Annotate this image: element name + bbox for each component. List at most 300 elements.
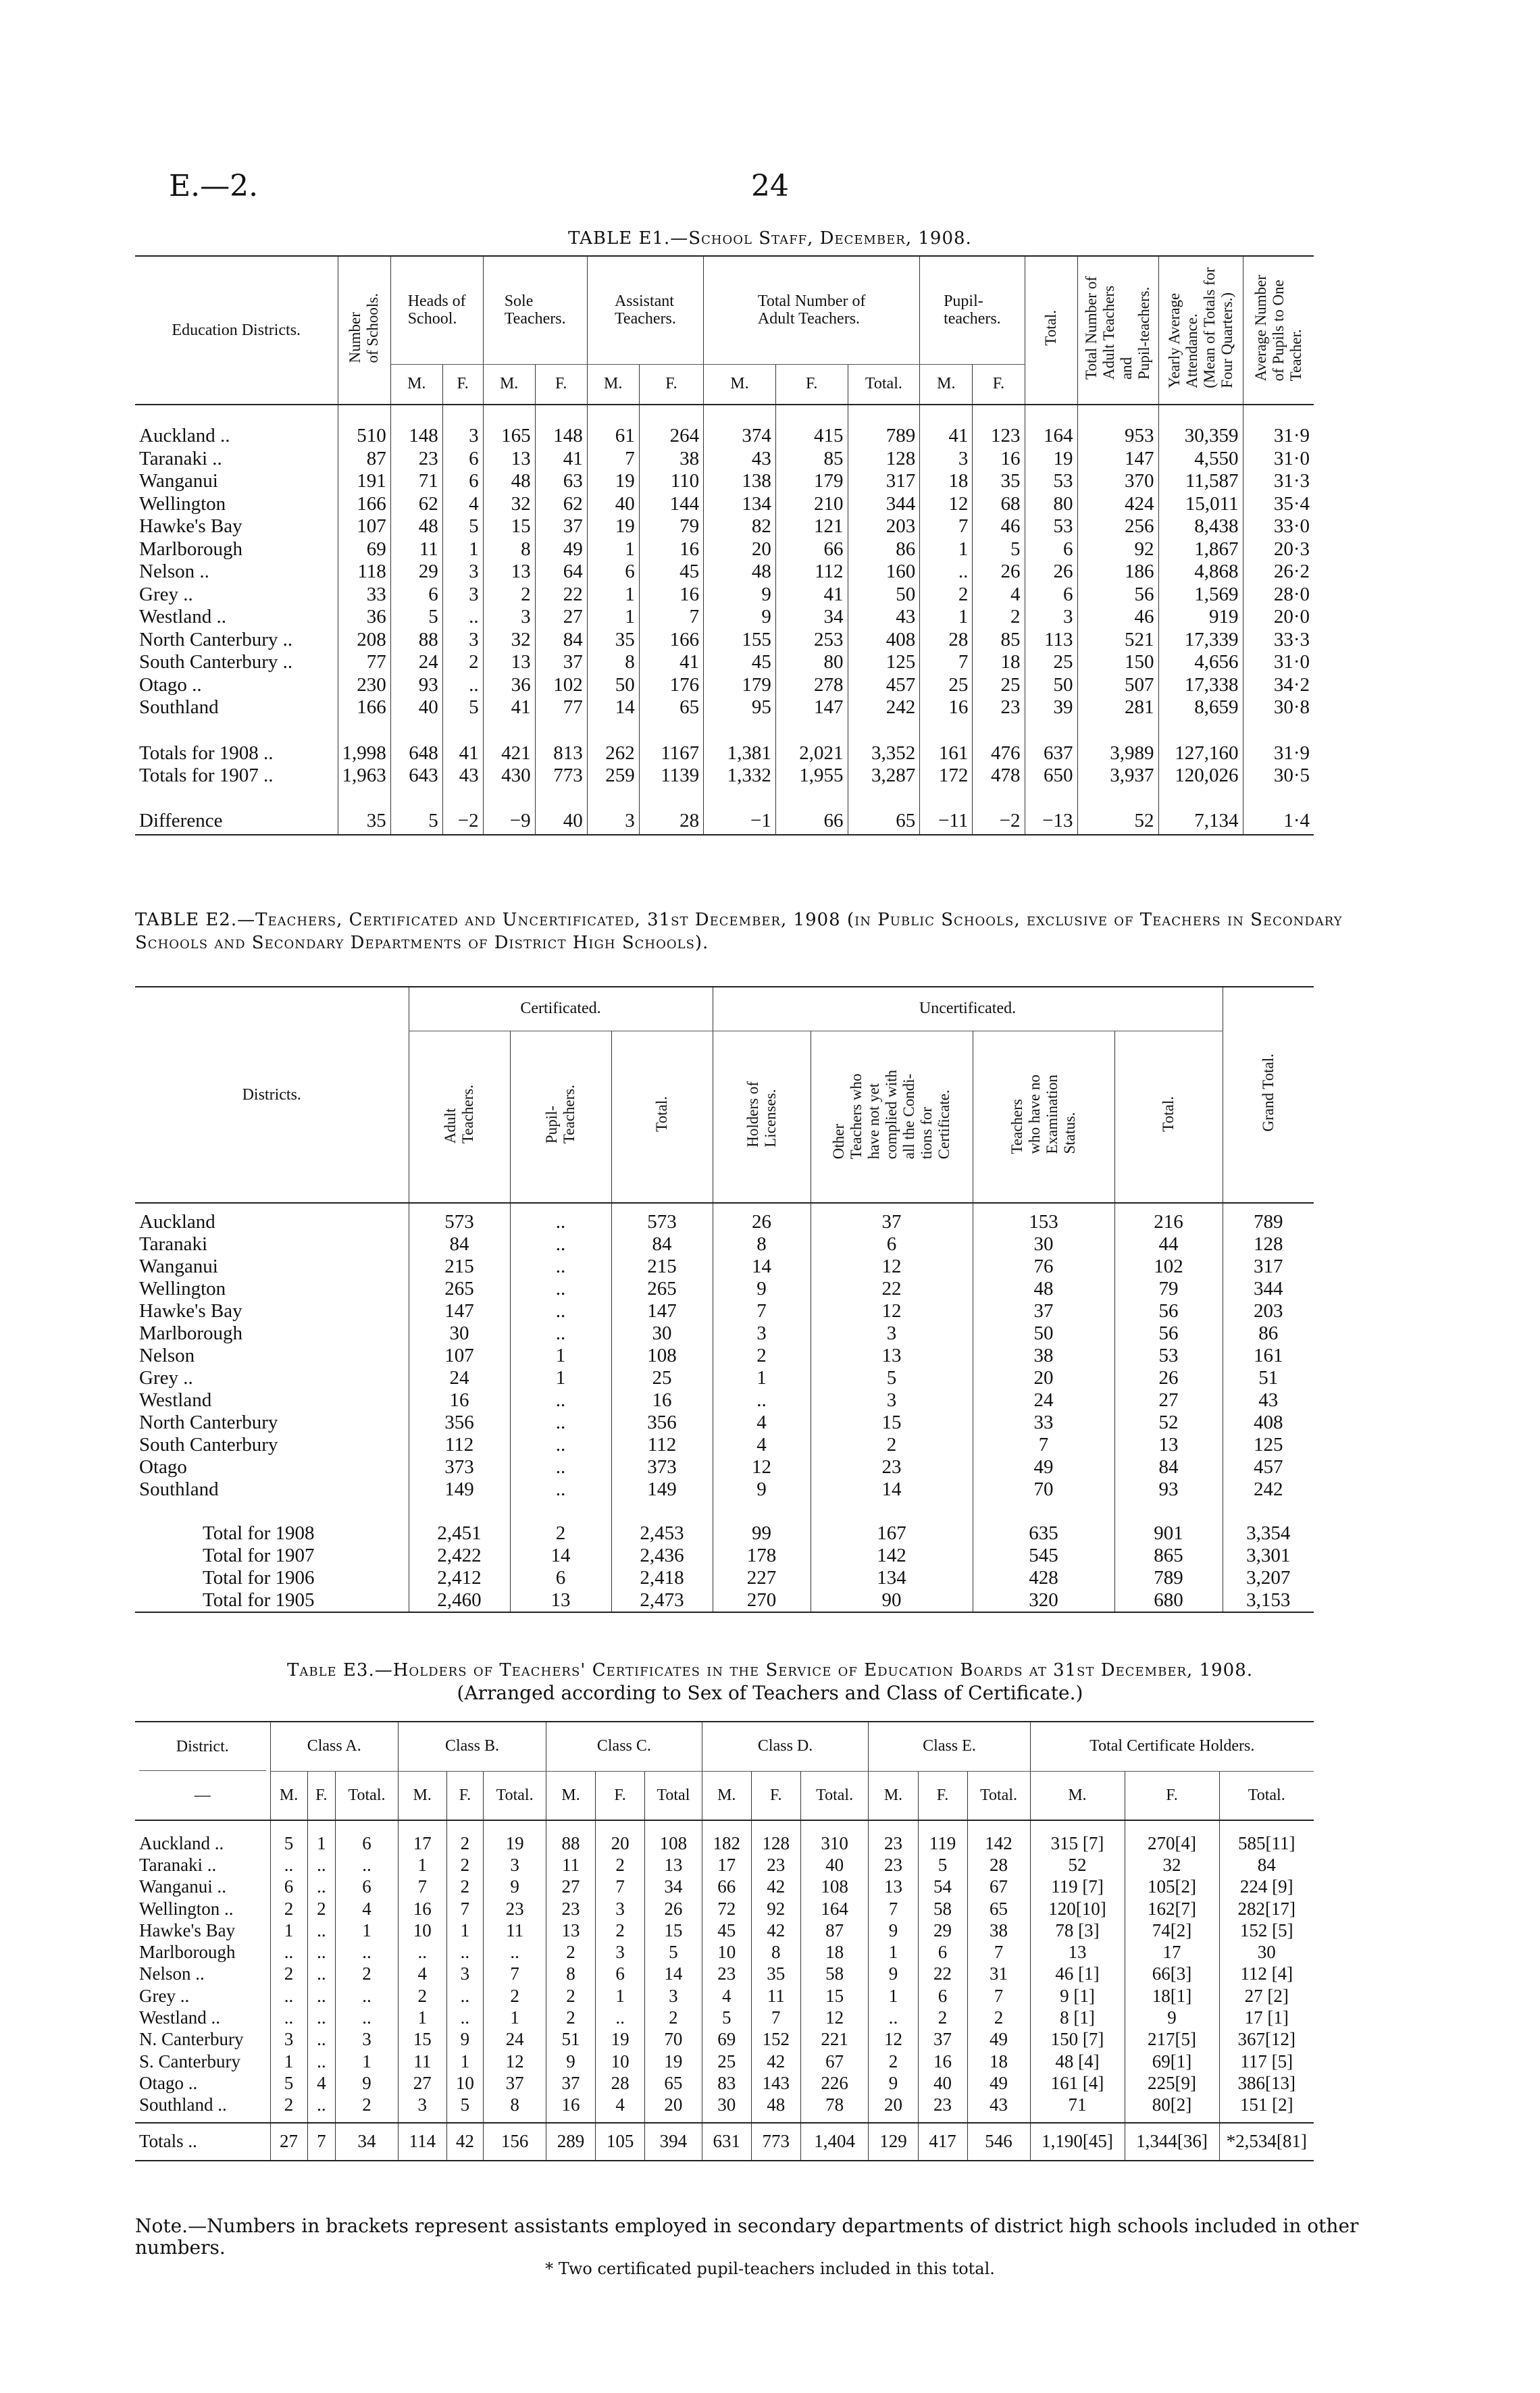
e3-subhead-tot2: Total bbox=[645, 1771, 702, 1820]
e2-district: Grey .. bbox=[139, 1367, 193, 1389]
e2-value: 317 bbox=[1223, 1256, 1314, 1278]
spacer-cell bbox=[307, 1820, 336, 1832]
e2-total-value: 2,418 bbox=[611, 1567, 713, 1589]
col-pupil-total: Total. bbox=[1025, 256, 1077, 405]
e1-total-value: 2,021 bbox=[775, 742, 848, 765]
e3-value: 5 bbox=[270, 2072, 307, 2094]
e3-value: 7 bbox=[446, 1898, 484, 1920]
spacer-cell bbox=[775, 405, 848, 425]
e2-row bbox=[135, 1256, 1314, 1278]
spacer-cell bbox=[442, 405, 483, 425]
e1-value: 26·2 bbox=[1243, 561, 1314, 584]
e2-value: 15 bbox=[811, 1412, 973, 1434]
e1-difference-value: −2 bbox=[973, 808, 1025, 835]
spacer-cell bbox=[535, 405, 587, 425]
e1-value: 4 bbox=[973, 584, 1025, 607]
e1-value: 31·0 bbox=[1243, 448, 1314, 471]
e2-value: 147 bbox=[611, 1300, 713, 1322]
e3-value: 5 bbox=[446, 2094, 484, 2116]
e3-value: 2 bbox=[270, 1898, 307, 1920]
e3-value: 117 [5] bbox=[1219, 2051, 1314, 2072]
e1-district: Auckland .. bbox=[139, 425, 230, 447]
e3-value: 4 bbox=[398, 1963, 446, 1985]
e3-value: 3 bbox=[645, 1985, 702, 2007]
spacer-cell bbox=[869, 2116, 918, 2123]
e3-value: 6 bbox=[918, 1941, 967, 1963]
e3-value: 13 bbox=[546, 1920, 596, 1941]
e3-value: 108 bbox=[800, 1876, 869, 1898]
e1-value: 3 bbox=[1025, 606, 1077, 629]
e3-value: 119 bbox=[918, 1832, 967, 1854]
e2-value: 3 bbox=[811, 1322, 973, 1345]
e3-subhead-tot: Total. bbox=[800, 1771, 869, 1820]
e3-value: 23 bbox=[869, 1854, 918, 1876]
e3-value: 2 bbox=[446, 1854, 484, 1876]
e1-value: 3 bbox=[920, 448, 973, 471]
e3-subhead-f: F. bbox=[918, 1771, 967, 1820]
spacer-cell bbox=[398, 2116, 446, 2123]
e3-value: 40 bbox=[800, 1854, 869, 1876]
e2-value: 112 bbox=[409, 1434, 510, 1456]
e1-value: 5 bbox=[390, 606, 442, 629]
e1-row bbox=[135, 425, 1314, 448]
e1-value: 25 bbox=[973, 674, 1025, 697]
e3-value: .. bbox=[307, 2094, 336, 2116]
col-certificated: Certificated. bbox=[409, 987, 713, 1031]
e1-value: 80 bbox=[775, 651, 848, 674]
e3-value: 15 bbox=[800, 1985, 869, 2007]
e2-total-value: 2,451 bbox=[409, 1522, 510, 1545]
e2-value: 13 bbox=[811, 1345, 973, 1367]
e3-district: S. Canterbury bbox=[139, 2051, 240, 2072]
e1-value: 20·3 bbox=[1243, 538, 1314, 561]
col-assistant-f: F. bbox=[639, 364, 703, 405]
e1-value: 40 bbox=[390, 696, 442, 719]
e3-value: 2 bbox=[918, 2007, 967, 2028]
e2-total-value: 13 bbox=[510, 1589, 611, 1612]
e2-value: 14 bbox=[811, 1478, 973, 1501]
e3-value: 1 bbox=[869, 1941, 918, 1963]
spacer-cell bbox=[510, 1203, 611, 1211]
e1-value: 80 bbox=[1025, 493, 1077, 516]
e1-value: 8,438 bbox=[1158, 515, 1243, 538]
e1-value: 3 bbox=[442, 629, 483, 652]
spacer-cell bbox=[338, 835, 390, 842]
e2-value: 16 bbox=[409, 1389, 510, 1412]
e1-total-value: 1,963 bbox=[338, 765, 390, 788]
e1-value: 62 bbox=[535, 493, 587, 516]
spacer-cell bbox=[1114, 1203, 1223, 1211]
spacer-row bbox=[135, 788, 1314, 808]
e3-value: .. bbox=[446, 2007, 484, 2028]
spacer-cell bbox=[920, 788, 973, 808]
e3-subhead-tot: Total. bbox=[484, 1771, 546, 1820]
e2-value: 265 bbox=[409, 1278, 510, 1300]
e3-value: 67 bbox=[967, 1876, 1030, 1898]
e1-value: 121 bbox=[775, 515, 848, 538]
e1-value: 50 bbox=[848, 584, 920, 607]
e1-value: 118 bbox=[338, 561, 390, 584]
e3-value: .. bbox=[307, 1941, 336, 1963]
e1-value: 23 bbox=[390, 448, 442, 471]
e3-value: 78 [3] bbox=[1030, 1920, 1125, 1941]
e1-value: 8 bbox=[483, 538, 535, 561]
col-pupil-teachers: Pupil- teachers. bbox=[920, 256, 1025, 364]
e1-value: 1 bbox=[920, 538, 973, 561]
spacer-cell bbox=[1077, 719, 1158, 742]
e3-value: 7 bbox=[967, 1985, 1030, 2007]
e2-value: .. bbox=[510, 1434, 611, 1456]
e1-value: 63 bbox=[535, 470, 587, 493]
e3-value: 19 bbox=[645, 2051, 702, 2072]
spacer-cell bbox=[751, 1820, 800, 1832]
e1-value: 33 bbox=[338, 584, 390, 607]
e3-value: .. bbox=[336, 1854, 399, 1876]
e2-total-value: 6 bbox=[510, 1567, 611, 1589]
e2-value: 23 bbox=[811, 1456, 973, 1478]
e1-total-value: 3,352 bbox=[848, 742, 920, 765]
e3-value: 282[17] bbox=[1219, 1898, 1314, 1920]
e1-row bbox=[135, 448, 1314, 471]
spacer-cell bbox=[918, 2116, 967, 2123]
e3-totals-row bbox=[135, 2123, 1314, 2161]
e3-value: 69 bbox=[702, 2029, 751, 2051]
col-pupil-f: F. bbox=[973, 364, 1025, 405]
e1-value: 5 bbox=[973, 538, 1025, 561]
e1-value: 317 bbox=[848, 470, 920, 493]
e2-row bbox=[135, 1211, 1314, 1233]
e3-value: 6 bbox=[270, 1876, 307, 1898]
e1-value: 6 bbox=[442, 470, 483, 493]
spacer-cell bbox=[483, 405, 535, 425]
e2-value: 1 bbox=[713, 1367, 811, 1389]
spacer-cell bbox=[704, 835, 776, 842]
e2-row bbox=[135, 1478, 1314, 1501]
e3-value: 9 bbox=[869, 1920, 918, 1941]
e1-value: 66 bbox=[775, 538, 848, 561]
e2-value: 344 bbox=[1223, 1278, 1314, 1300]
e1-value: 128 bbox=[848, 448, 920, 471]
e3-value: 24 bbox=[484, 2029, 546, 2051]
spacer-cell bbox=[973, 788, 1025, 808]
e1-total-value: 43 bbox=[442, 765, 483, 788]
e1-total-value: 650 bbox=[1025, 765, 1077, 788]
e3-value: 11 bbox=[484, 1920, 546, 1941]
spacer-cell bbox=[848, 405, 920, 425]
e1-row bbox=[135, 696, 1314, 719]
e1-value: 203 bbox=[848, 515, 920, 538]
col-class-a: Class A. bbox=[270, 1722, 398, 1771]
e3-value: 221 bbox=[800, 2029, 869, 2051]
e1-difference-value: 3 bbox=[587, 808, 639, 835]
e1-total-value: 172 bbox=[920, 765, 973, 788]
e2-value: 6 bbox=[811, 1233, 973, 1256]
e3-value: 224 [9] bbox=[1219, 1876, 1314, 1898]
e2-total-value: 635 bbox=[973, 1522, 1114, 1545]
col-certificated-total: Total. bbox=[611, 1031, 713, 1203]
e3-value: 152 [5] bbox=[1219, 1920, 1314, 1941]
e3-value: 23 bbox=[869, 1832, 918, 1854]
e3-value: 10 bbox=[446, 2072, 484, 2094]
spacer-cell bbox=[639, 719, 703, 742]
e1-value: 65 bbox=[639, 696, 703, 719]
e1-value: 415 bbox=[775, 425, 848, 448]
col-adult-teachers: Adult Teachers. bbox=[409, 1031, 510, 1203]
e3-value: 88 bbox=[546, 1832, 596, 1854]
e1-value: 1 bbox=[587, 584, 639, 607]
e1-value: 36 bbox=[483, 674, 535, 697]
e2-district: Otago bbox=[139, 1456, 187, 1478]
e1-value: 165 bbox=[483, 425, 535, 448]
e3-subhead-m: M. bbox=[702, 1771, 751, 1820]
spacer-cell bbox=[307, 2116, 336, 2123]
spacer-cell bbox=[336, 1820, 399, 1832]
e2-value: 108 bbox=[611, 1345, 713, 1367]
e1-value: 20 bbox=[704, 538, 776, 561]
e1-value: 19 bbox=[1025, 448, 1077, 471]
e1-value: 374 bbox=[704, 425, 776, 448]
e1-value: 56 bbox=[1077, 584, 1158, 607]
e3-value: .. bbox=[270, 1854, 307, 1876]
e2-value: 149 bbox=[409, 1478, 510, 1501]
e1-value: 25 bbox=[1025, 651, 1077, 674]
e3-row bbox=[135, 1898, 1314, 1920]
e1-value: 789 bbox=[848, 425, 920, 448]
e3-value: 2 bbox=[484, 1985, 546, 2007]
e3-subhead-f: F. bbox=[596, 1771, 645, 1820]
col-no-examination-status: Teachers who have no Examination Status. bbox=[973, 1031, 1114, 1203]
e2-value: 70 bbox=[973, 1478, 1114, 1501]
spacer-cell bbox=[446, 1820, 484, 1832]
e2-district: Nelson bbox=[139, 1345, 195, 1366]
e1-value: 148 bbox=[535, 425, 587, 448]
e1-value: 5 bbox=[442, 515, 483, 538]
e3-value: 20 bbox=[596, 1832, 645, 1854]
e1-total-row bbox=[135, 765, 1314, 788]
spacer-cell bbox=[535, 788, 587, 808]
e1-value: 408 bbox=[848, 629, 920, 652]
e1-value: 85 bbox=[973, 629, 1025, 652]
e3-district: Otago .. bbox=[139, 2072, 198, 2093]
e1-difference-value: 7,134 bbox=[1158, 808, 1243, 835]
spacer-row bbox=[135, 1203, 1314, 1211]
e3-totals-value: 1,344[36] bbox=[1125, 2123, 1219, 2161]
e3-value: .. bbox=[336, 1985, 399, 2007]
e1-value: 16 bbox=[920, 696, 973, 719]
spacer-cell bbox=[973, 719, 1025, 742]
e3-totals-label: Totals .. bbox=[139, 2131, 197, 2152]
e1-row bbox=[135, 538, 1314, 561]
e2-value: .. bbox=[510, 1456, 611, 1478]
e3-value: 30 bbox=[1219, 1941, 1314, 1963]
e3-value: 164 bbox=[800, 1898, 869, 1920]
e3-value: 13 bbox=[1030, 1941, 1125, 1963]
e1-total-value: 161 bbox=[920, 742, 973, 765]
e3-value: 2 bbox=[596, 1854, 645, 1876]
e3-value: 34 bbox=[645, 1876, 702, 1898]
e2-value: 93 bbox=[1114, 1478, 1223, 1501]
e1-value: 30·8 bbox=[1243, 696, 1314, 719]
e1-total-value: 478 bbox=[973, 765, 1025, 788]
e3-value: 9 bbox=[546, 2051, 596, 2072]
e2-value: 43 bbox=[1223, 1389, 1314, 1412]
e3-value: 71 bbox=[1030, 2094, 1125, 2116]
e2-value: 13 bbox=[1114, 1434, 1223, 1456]
e3-value: 5 bbox=[702, 2007, 751, 2028]
e3-value: 386[13] bbox=[1219, 2072, 1314, 2094]
spacer-cell bbox=[918, 1820, 967, 1832]
e1-value: 3 bbox=[442, 561, 483, 584]
spacer-cell bbox=[135, 1820, 270, 1832]
e3-value: 119 [7] bbox=[1030, 1876, 1125, 1898]
e1-value: 457 bbox=[848, 674, 920, 697]
e3-value: 226 bbox=[800, 2072, 869, 2094]
e1-value: 281 bbox=[1077, 696, 1158, 719]
spacer-row bbox=[135, 719, 1314, 742]
e1-total-row bbox=[135, 742, 1314, 765]
e3-value: .. bbox=[307, 1920, 336, 1941]
e3-totals-value: 394 bbox=[645, 2123, 702, 2161]
e3-value: 27 [2] bbox=[1219, 1985, 1314, 2007]
e3-value: 7 bbox=[869, 1898, 918, 1920]
e1-value: 49 bbox=[535, 538, 587, 561]
table-e3-caption: Table E3.—Holders of Teachers' Certificates in the Service of Education Boards at 31st December, 1908. bbox=[287, 1660, 1253, 1680]
e1-row bbox=[135, 470, 1314, 493]
e1-row bbox=[135, 493, 1314, 516]
e3-value: 9 bbox=[446, 2029, 484, 2051]
e3-value: 29 bbox=[918, 1920, 967, 1941]
e1-value: 2 bbox=[442, 651, 483, 674]
e3-value: 161 [4] bbox=[1030, 2072, 1125, 2094]
spacer-cell bbox=[1025, 719, 1077, 742]
e1-value: 84 bbox=[535, 629, 587, 652]
spacer-cell bbox=[587, 719, 639, 742]
e2-total-value: 178 bbox=[713, 1545, 811, 1567]
e1-district: South Canterbury .. bbox=[139, 651, 293, 673]
e1-value: 208 bbox=[338, 629, 390, 652]
e1-value: 1 bbox=[587, 538, 639, 561]
e3-value: 4 bbox=[336, 1898, 399, 1920]
e3-value: 35 bbox=[751, 1963, 800, 1985]
e1-value: 256 bbox=[1077, 515, 1158, 538]
e1-value: 34·2 bbox=[1243, 674, 1314, 697]
e2-value: 79 bbox=[1114, 1278, 1223, 1300]
e1-value: 13 bbox=[483, 448, 535, 471]
spacer-cell bbox=[1025, 405, 1077, 425]
e1-total-value: 813 bbox=[535, 742, 587, 765]
e2-value: 24 bbox=[409, 1367, 510, 1389]
e2-value: 373 bbox=[409, 1456, 510, 1478]
e3-value: 3 bbox=[336, 2029, 399, 2051]
e3-value: 31 bbox=[967, 1963, 1030, 1985]
spacer-cell bbox=[1243, 719, 1314, 742]
spacer-cell bbox=[442, 788, 483, 808]
e1-value: 110 bbox=[639, 470, 703, 493]
spacer-cell bbox=[135, 719, 338, 742]
e3-value: 8 bbox=[484, 2094, 546, 2116]
e2-value: 2 bbox=[811, 1434, 973, 1456]
e3-value: 12 bbox=[484, 2051, 546, 2072]
e3-value: 1 bbox=[270, 1920, 307, 1941]
e1-total-value: 1139 bbox=[639, 765, 703, 788]
e1-value: 20·0 bbox=[1243, 606, 1314, 629]
e1-row bbox=[135, 651, 1314, 674]
e3-value: 32 bbox=[1125, 1854, 1219, 1876]
e1-value: 62 bbox=[390, 493, 442, 516]
col-total-adult-and-pupil: Total Number of Adult Teachers and Pupil-teachers. bbox=[1077, 256, 1158, 405]
e3-value: .. bbox=[446, 1941, 484, 1963]
e3-value: 3 bbox=[484, 1854, 546, 1876]
e1-value: 160 bbox=[848, 561, 920, 584]
e1-district: Marlborough bbox=[139, 538, 243, 560]
e3-value: 52 bbox=[1030, 1854, 1125, 1876]
spacer-row bbox=[135, 835, 1314, 842]
e1-district: Nelson .. bbox=[139, 561, 209, 583]
e3-value: 54 bbox=[918, 1876, 967, 1898]
e2-value: 789 bbox=[1223, 1211, 1314, 1233]
e3-totals-value: 42 bbox=[446, 2123, 484, 2161]
e1-value: 28 bbox=[920, 629, 973, 652]
e1-value: 92 bbox=[1077, 538, 1158, 561]
e3-value: .. bbox=[270, 1941, 307, 1963]
e1-value: 1 bbox=[442, 538, 483, 561]
e1-difference-value: 52 bbox=[1077, 808, 1158, 835]
spacer-cell bbox=[639, 405, 703, 425]
spacer-cell bbox=[645, 2116, 702, 2123]
e1-row bbox=[135, 584, 1314, 607]
e3-totals-value: *2,534[81] bbox=[1219, 2123, 1314, 2161]
e1-value: 102 bbox=[535, 674, 587, 697]
e1-value: 26 bbox=[1025, 561, 1077, 584]
e3-totals-value: 7 bbox=[307, 2123, 336, 2161]
e1-value: 2 bbox=[973, 606, 1025, 629]
e3-value: 25 bbox=[702, 2051, 751, 2072]
e1-value: 166 bbox=[338, 696, 390, 719]
e1-value: 16 bbox=[639, 538, 703, 561]
e2-value: 7 bbox=[713, 1300, 811, 1322]
e1-value: 48 bbox=[483, 470, 535, 493]
e3-totals-value: 156 bbox=[484, 2123, 546, 2161]
e2-value: 26 bbox=[713, 1211, 811, 1233]
e1-row bbox=[135, 606, 1314, 629]
e2-value: 30 bbox=[611, 1322, 713, 1345]
spacer-cell bbox=[704, 405, 776, 425]
spacer-cell bbox=[704, 788, 776, 808]
e1-value: 155 bbox=[704, 629, 776, 652]
spacer-cell bbox=[336, 2116, 399, 2123]
e3-value: 18 bbox=[967, 2051, 1030, 2072]
e1-value: 123 bbox=[973, 425, 1025, 448]
e2-value: 12 bbox=[811, 1256, 973, 1278]
spacer-cell bbox=[1077, 788, 1158, 808]
e2-row bbox=[135, 1434, 1314, 1456]
e1-total-value: 1,332 bbox=[704, 765, 776, 788]
e2-total-label: Total for 1905 bbox=[203, 1589, 315, 1611]
col-average-pupils-per-teacher: Average Number of Pupils to One Teacher. bbox=[1243, 256, 1314, 405]
e3-value: 37 bbox=[918, 2029, 967, 2051]
e2-total-label: Total for 1907 bbox=[203, 1545, 315, 1566]
e1-total-value: 120,026 bbox=[1158, 765, 1243, 788]
report-reference: E.—2. bbox=[169, 169, 259, 203]
e2-total-value: 2,473 bbox=[611, 1589, 713, 1612]
e3-value: 40 bbox=[918, 2072, 967, 2094]
e3-value: 2 bbox=[596, 1920, 645, 1941]
e2-district: Wellington bbox=[139, 1278, 226, 1300]
e3-subhead-f: F. bbox=[1125, 1771, 1219, 1820]
spacer-cell bbox=[409, 1203, 510, 1211]
e1-total-value: 430 bbox=[483, 765, 535, 788]
e3-value: 66[3] bbox=[1125, 1963, 1219, 1985]
